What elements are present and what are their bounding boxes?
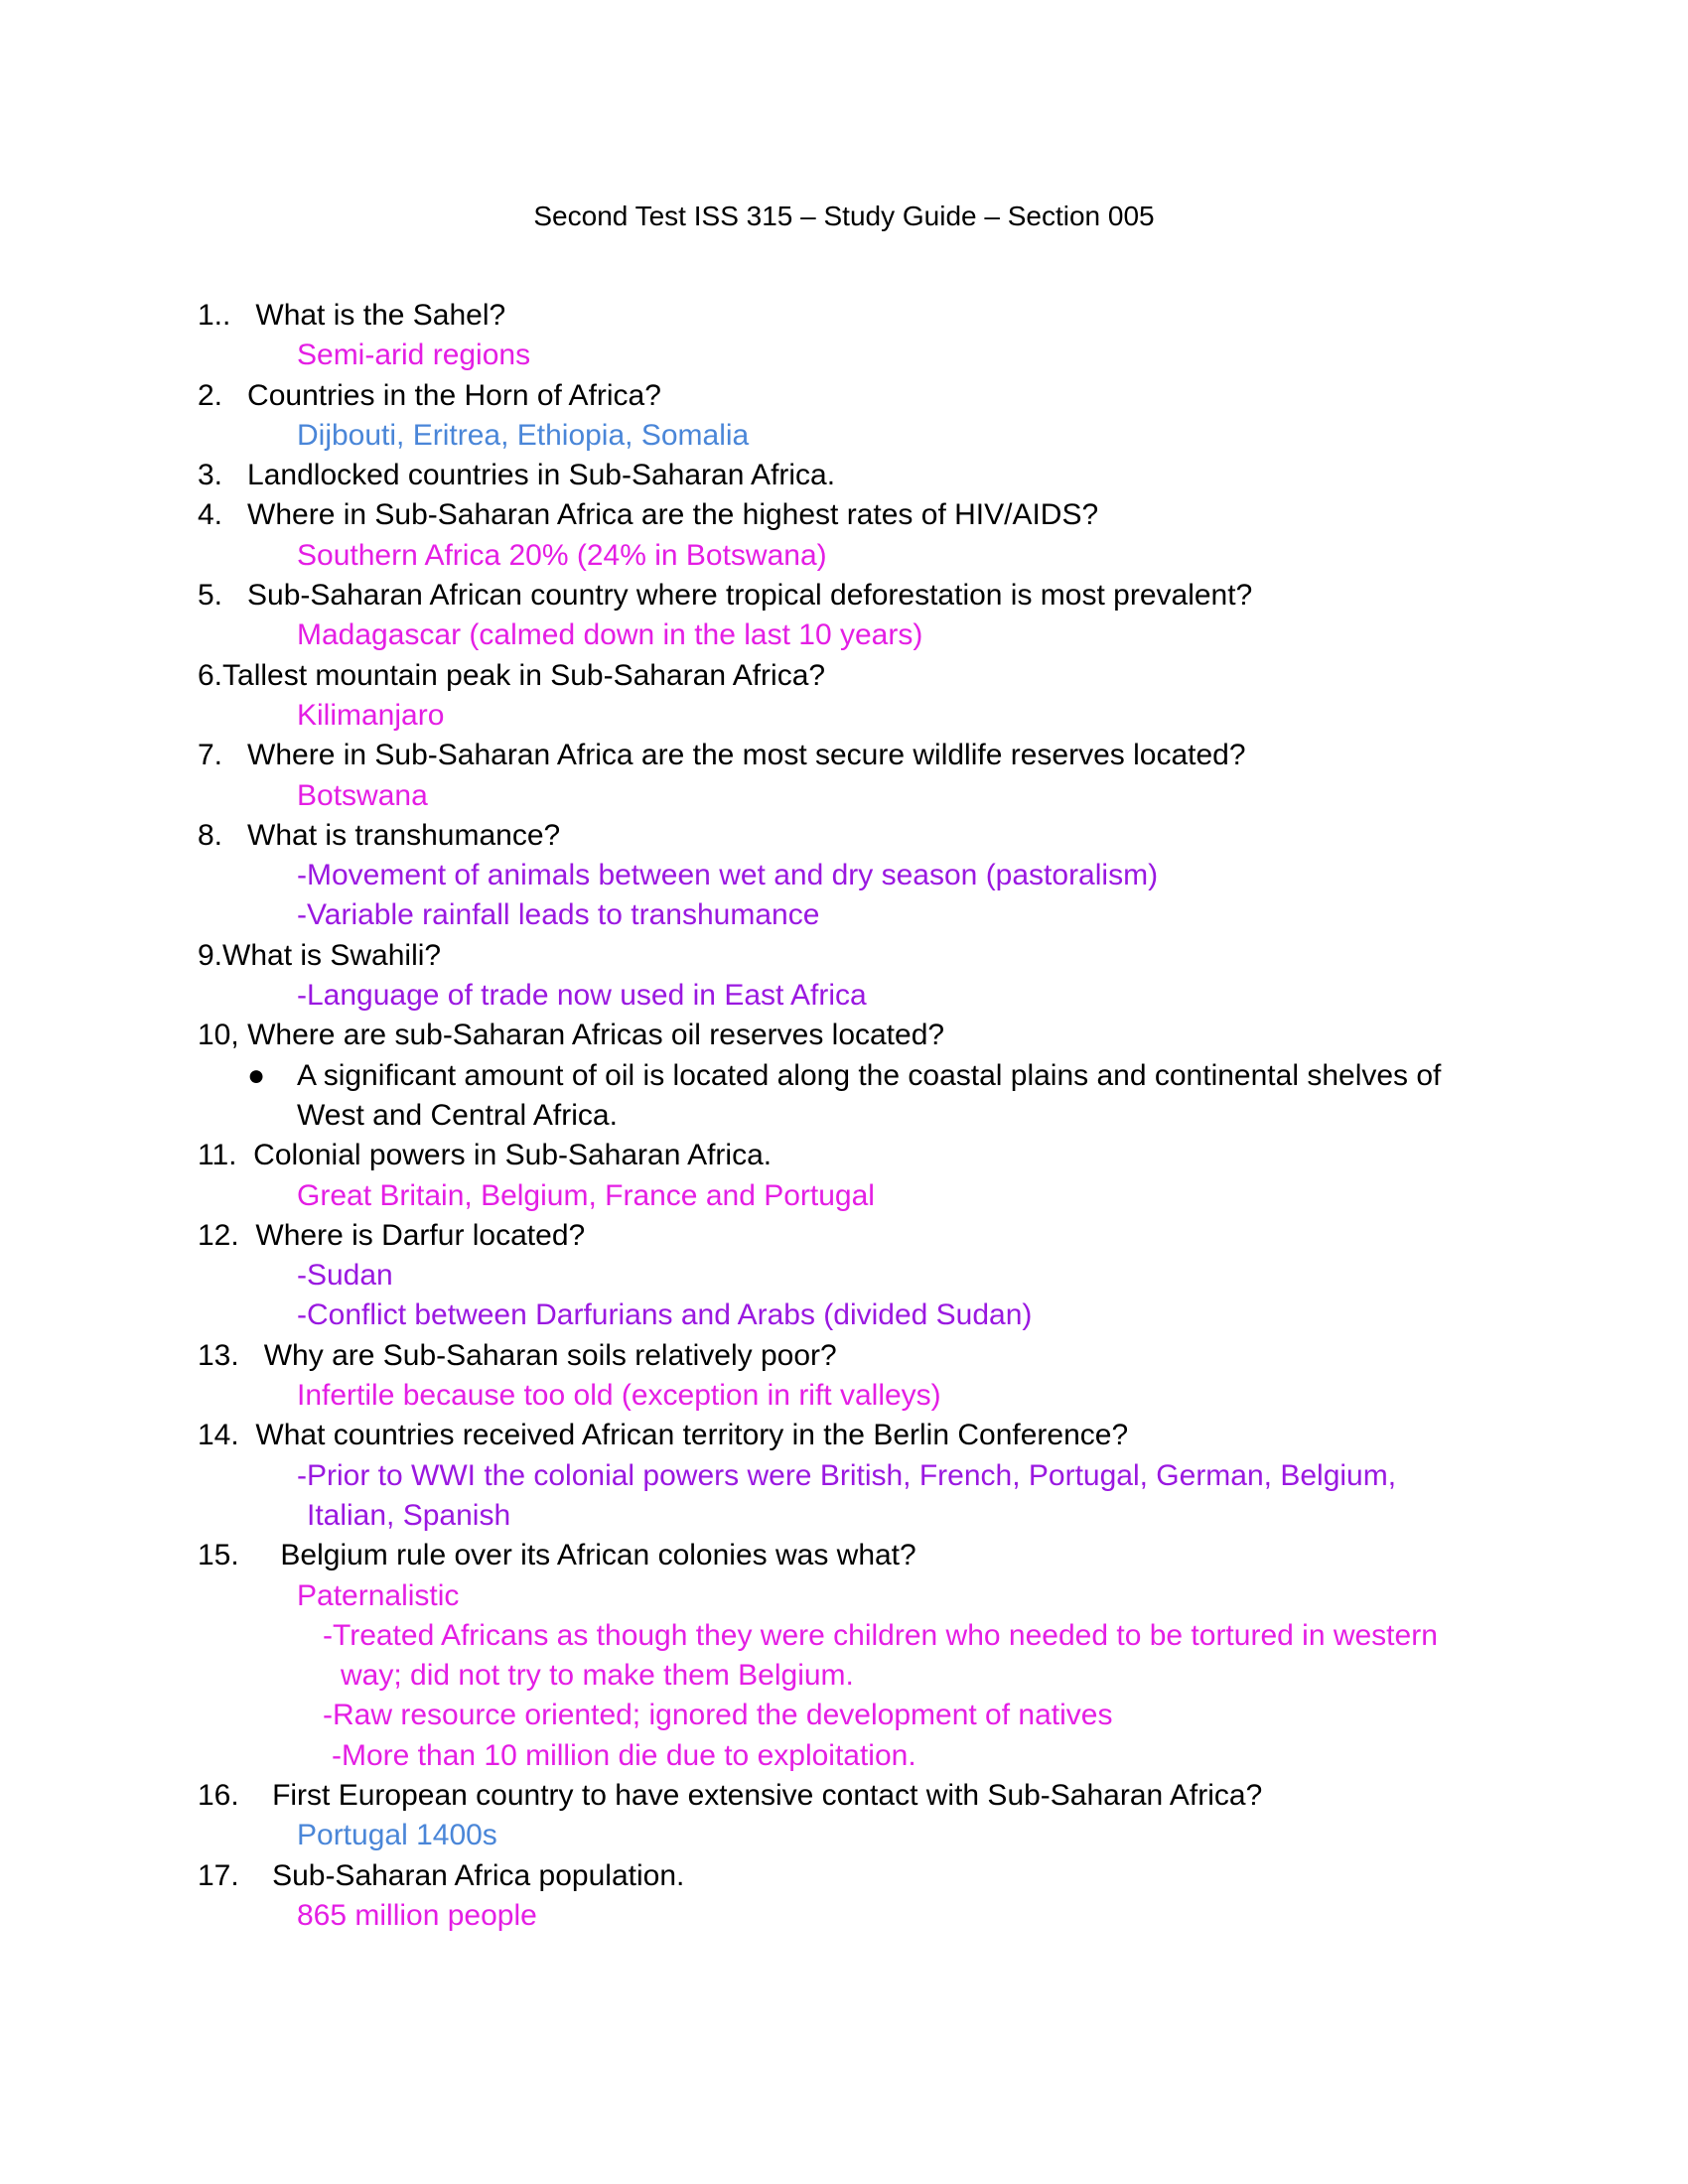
question-text: Where is Darfur located?	[255, 1218, 586, 1252]
question-6	[198, 656, 1518, 696]
question-number: 8.	[198, 818, 223, 852]
question-15	[198, 1536, 1518, 1575]
question-number: 13.	[198, 1338, 239, 1372]
question-text: What is Swahili?	[222, 938, 442, 972]
answer-15e: -More than 10 million die due to exploitation.	[332, 1738, 916, 1772]
question-number: 12.	[198, 1218, 239, 1252]
question-number: 15.	[198, 1539, 239, 1572]
question-number: 10,	[198, 1019, 239, 1052]
answer-1: Semi-arid regions	[297, 339, 531, 372]
answer-11: Great Britain, Belgium, France and Portugal	[297, 1178, 875, 1212]
question-text: Where in Sub-Saharan Africa are the most secure wildlife reserves located?	[247, 739, 1246, 772]
answer-10b: West and Central Africa.	[297, 1098, 618, 1132]
question-14	[198, 1416, 1518, 1455]
question-8	[198, 816, 1518, 856]
question-number: 3.	[198, 459, 223, 492]
question-text: First European country to have extensive contact with Sub-Saharan Africa?	[272, 1778, 1263, 1812]
answer-17: 865 million people	[297, 1898, 537, 1932]
question-text: What countries received African territory in the Berlin Conference?	[255, 1419, 1129, 1452]
answer-7: Botswana	[297, 778, 428, 812]
answer-8b: -Variable rainfall leads to transhumance	[297, 898, 820, 932]
question-text: Colonial powers in Sub-Saharan Africa.	[253, 1139, 773, 1172]
answer-15b: -Treated Africans as though they were children who needed to be tortured in western	[323, 1618, 1438, 1652]
question-number: 2.	[198, 378, 223, 412]
question-text: Why are Sub-Saharan soils relatively poor?	[263, 1338, 837, 1372]
answer-5: Madagascar (calmed down in the last 10 years)	[297, 618, 923, 652]
page-title: Second Test ISS 315 – Study Guide – Section 005	[533, 201, 1155, 231]
answer-4: Southern Africa 20% (24% in Botswana)	[297, 538, 827, 572]
answer-15a: Paternalistic	[297, 1578, 460, 1612]
bullet-icon: ●	[247, 1058, 266, 1092]
question-2	[198, 376, 1518, 416]
question-11	[198, 1136, 1518, 1175]
question-text: Tallest mountain peak in Sub-Saharan Africa?	[222, 658, 826, 692]
answer-15d: -Raw resource oriented; ignored the development of natives	[323, 1699, 1113, 1732]
question-text: Belgium rule over its African colonies was what?	[280, 1539, 916, 1572]
answer-2: Dijbouti, Eritrea, Ethiopia, Somalia	[297, 418, 750, 452]
question-9	[198, 936, 1518, 976]
answer-16: Portugal 1400s	[297, 1819, 497, 1852]
question-7	[198, 736, 1518, 775]
question-4	[198, 495, 1518, 535]
answer-12b: -Conflict between Darfurians and Arabs (divided Sudan)	[297, 1298, 1033, 1332]
bullet-text: A significant amount of oil is located along the coastal plains and continental shelves of	[297, 1058, 1442, 1092]
question-number: 4.	[198, 498, 223, 532]
answer-8a: -Movement of animals between wet and dry season (pastoralism)	[297, 859, 1159, 892]
question-text: Where in Sub-Saharan Africa are the highest rates of HIV/AIDS?	[247, 498, 1099, 532]
question-number: 5.	[198, 579, 223, 613]
question-5	[198, 576, 1518, 615]
answer-14b: Italian, Spanish	[307, 1498, 511, 1532]
answer-13: Infertile because too old (exception in rift valleys)	[297, 1379, 941, 1413]
answer-9: -Language of trade now used in East Africa	[297, 979, 867, 1013]
question-number: 17.	[198, 1858, 239, 1892]
question-text: Landlocked countries in Sub-Saharan Africa.	[247, 459, 836, 492]
question-3	[198, 456, 1518, 495]
question-text: What is the Sahel?	[255, 299, 506, 332]
question-number: 16.	[198, 1778, 239, 1812]
question-16	[198, 1776, 1518, 1816]
question-number: 6.	[198, 658, 223, 692]
question-text: What is transhumance?	[247, 818, 561, 852]
answer-10a	[198, 1056, 1518, 1096]
question-12	[198, 1216, 1518, 1256]
question-number: 9.	[198, 938, 223, 972]
question-text: Where are sub-Saharan Africas oil reserves located?	[247, 1019, 945, 1052]
answer-14a: -Prior to WWI the colonial powers were British, French, Portugal, German, Belgium,	[297, 1458, 1397, 1492]
answer-6: Kilimanjaro	[297, 698, 445, 732]
question-text: Sub-Saharan African country where tropical deforestation is most prevalent?	[247, 579, 1253, 613]
question-text: Sub-Saharan Africa population.	[272, 1858, 685, 1892]
question-number: 11.	[198, 1139, 237, 1172]
question-10	[198, 1016, 1518, 1055]
question-text: Countries in the Horn of Africa?	[247, 378, 661, 412]
answer-15c: way; did not try to make them Belgium.	[341, 1659, 854, 1693]
question-number: 14.	[198, 1419, 239, 1452]
question-17	[198, 1856, 1518, 1896]
question-number: 1..	[198, 299, 231, 332]
question-list	[198, 296, 1518, 1936]
answer-12a: -Sudan	[297, 1259, 393, 1293]
question-13	[198, 1336, 1518, 1376]
question-1	[198, 296, 1518, 336]
question-number: 7.	[198, 739, 223, 772]
